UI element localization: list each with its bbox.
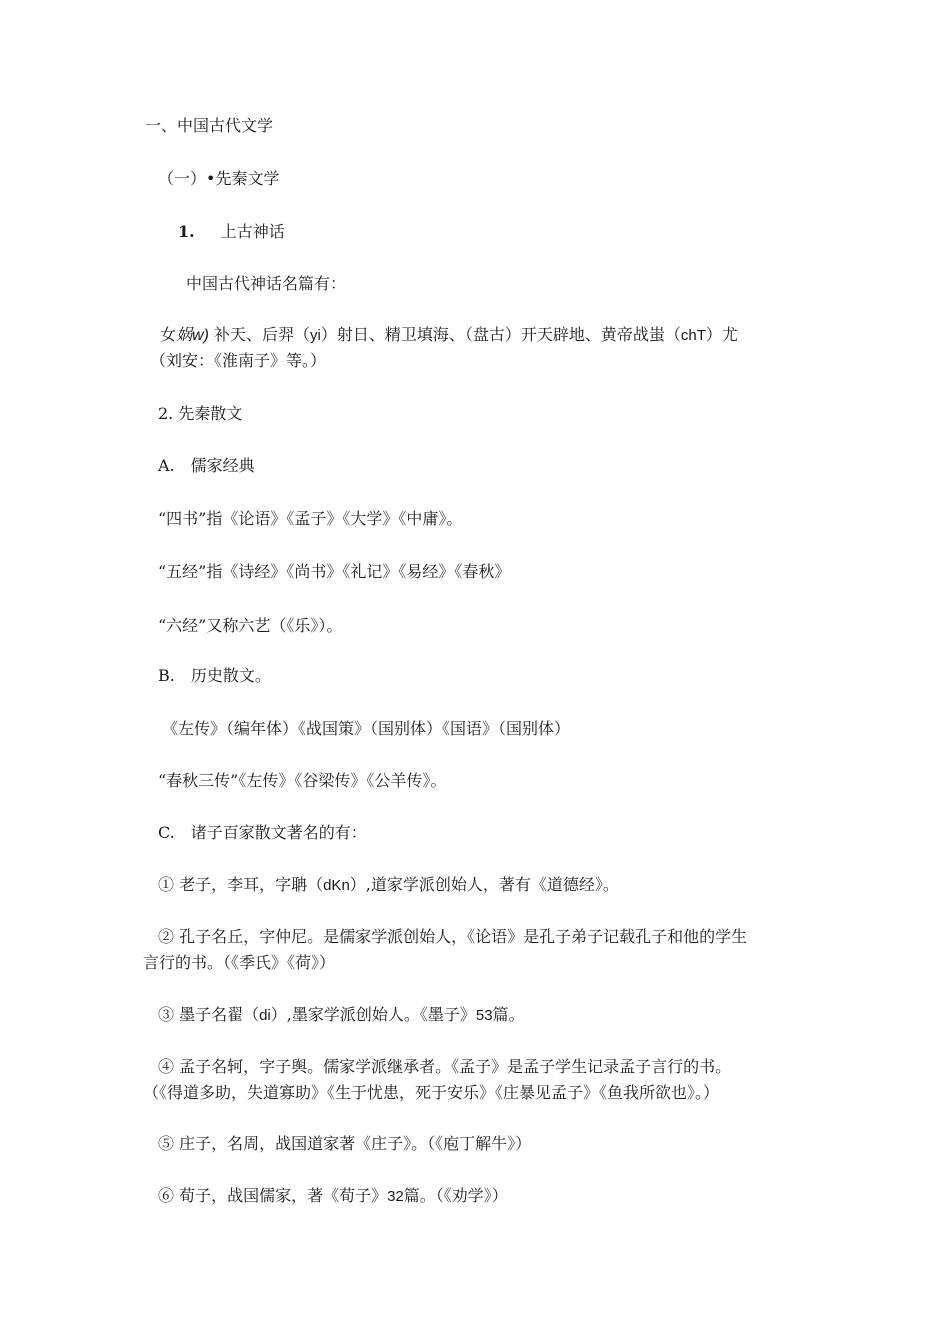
item-pre-qin-prose: 2. 先秦散文 [158,404,243,423]
three-commentaries-text: “春秋三传”《左传》《谷梁传》《公羊传》。 [158,771,447,790]
item-title: 上古神话 [220,222,285,241]
item-number: 1. [178,222,195,241]
six-classics-text: “六经”又称六艺（《乐》）。 [158,616,343,635]
laozi-entry: ① 老子，李耳，字聃（dKn）,道家学派创始人，著有《道德经》。 [158,875,619,894]
myth-intro: 中国古代神话名篇有： [186,274,347,293]
history-works-text: 《左传》（编年体）《战国策》（国别体）《国语》（国别体） [162,719,571,738]
heading-chinese-ancient-literature: 一、中国古代文学 [145,116,274,135]
myth-list-line-1: 女娲w) 补天、后羿（yi）射日、精卫填海、（盘古）开天辟地、黄帝战蚩（chT）尤 [160,325,738,344]
subsection-b-history-prose: B. 历史散文。 [158,666,271,685]
subsection-a-confucian-classics: A. 儒家经典 [158,456,255,475]
kongzi-entry-line-1: ② 孔子名丘，字仲尼。是儒家学派创始人，《论语》是孔子弟子记载孔子和他的学生 [158,927,748,946]
kongzi-entry-line-2: 言行的书。（《季氏》《荷》） [143,953,336,972]
xunzi-entry: ⑥ 荀子，战国儒家，著《荀子》32篇。（《劝学》） [158,1186,508,1205]
section-pre-qin-literature: （一）•先秦文学 [158,169,280,188]
zhuangzi-entry: ⑤ 庄子，名周，战国道家著《庄子》。（《庖丁解牛》） [158,1134,532,1153]
mozi-entry: ③ 墨子名翟（di）,墨家学派创始人。《墨子》53篇。 [158,1005,525,1024]
four-books-text: “四书”指《论语》《孟子》《大学》《中庸》。 [158,509,463,528]
mengzi-entry-line-2: （《得道多助，失道寡助》《生于忧患，死于安乐》《庄暴见孟子》《鱼我所欲也》。） [143,1083,720,1102]
five-classics-text: “五经”指《诗经》《尚书》《礼记》《易经》《春秋》 [158,562,511,581]
myth-list-line-2: （刘安：《淮南子》等。） [150,351,327,370]
item-ancient-myths [178,219,285,245]
mengzi-entry-line-1: ④ 孟子名轲，字子舆。儒家学派继承者。《孟子》是孟子学生记录孟子言行的书。 [158,1057,732,1076]
subsection-c-hundred-schools: C. 诸子百家散文著名的有： [158,823,367,842]
